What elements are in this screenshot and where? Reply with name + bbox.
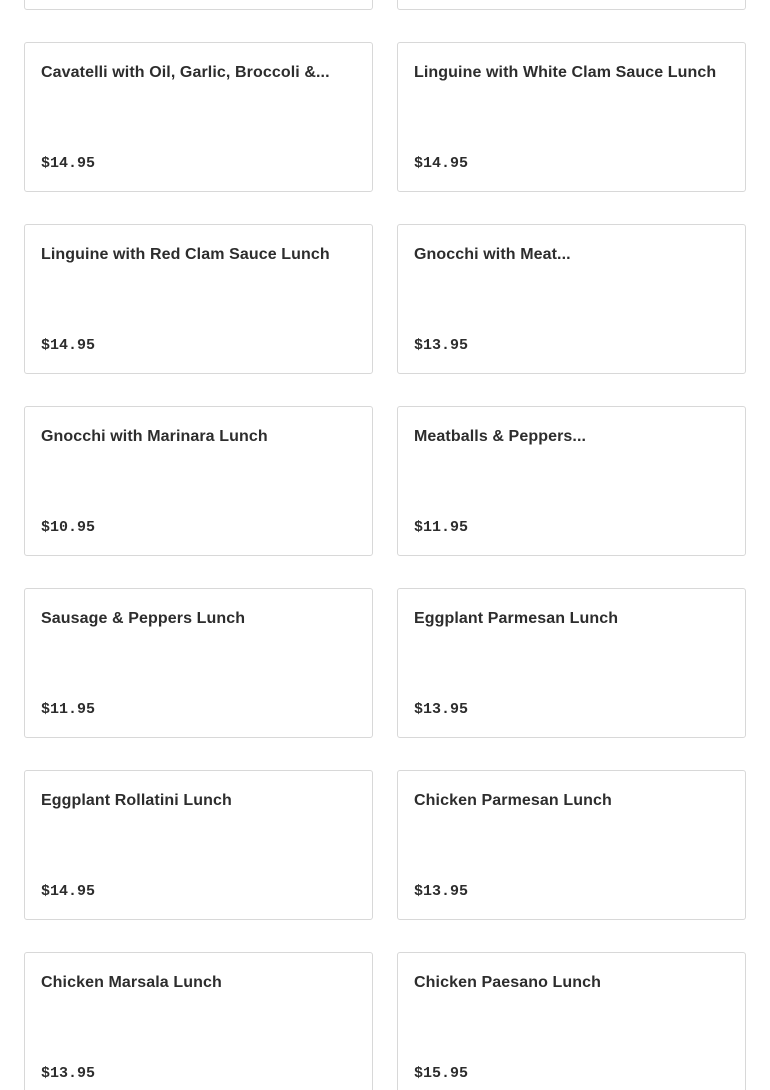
menu-item-name: Chicken Marsala Lunch — [41, 974, 222, 991]
menu-item-name: Meatballs & Peppers... — [414, 428, 587, 445]
menu-item-price: $15.95 — [414, 1065, 469, 1082]
menu-item-card[interactable] — [397, 588, 746, 738]
menu-item-price: $11.95 — [41, 701, 96, 718]
menu-item-name: Chicken Paesano Lunch — [414, 974, 602, 991]
menu-item-card[interactable] — [24, 406, 373, 556]
menu-item-card[interactable] — [397, 224, 746, 374]
menu-item-card[interactable] — [397, 952, 746, 1090]
menu-item-name: Cavatelli with Oil, Garlic, Broccoli &... — [41, 64, 330, 81]
menu-item-card[interactable] — [397, 42, 746, 192]
menu-item-price: $14.95 — [41, 337, 96, 354]
menu-item-name: Eggplant Parmesan Lunch — [414, 610, 619, 627]
menu-item-card[interactable] — [397, 406, 746, 556]
menu-item-card[interactable] — [24, 224, 373, 374]
menu-item-card[interactable] — [24, 588, 373, 738]
menu-item-card[interactable] — [24, 770, 373, 920]
menu-item-price: $13.95 — [414, 883, 469, 900]
menu-item-name: Chicken Parmesan Lunch — [414, 792, 612, 809]
menu-item-name: Linguine with White Clam Sauce Lunch — [414, 64, 717, 81]
menu-item-price: $14.95 — [41, 155, 96, 172]
menu-item-card[interactable] — [24, 42, 373, 192]
menu-item-name: Gnocchi with Meat... — [414, 246, 571, 263]
menu-item-price: $13.95 — [414, 701, 469, 718]
menu-item-price: $14.95 — [41, 883, 96, 900]
menu-item-price: $11.95 — [414, 519, 469, 536]
menu-item-price: $10.95 — [41, 519, 96, 536]
menu-item-name: Linguine with Red Clam Sauce Lunch — [41, 246, 330, 263]
menu-item-card[interactable] — [24, 952, 373, 1090]
menu-item-card[interactable] — [24, 0, 373, 10]
menu-item-card[interactable] — [397, 0, 746, 10]
menu-item-card[interactable] — [397, 770, 746, 920]
menu-item-price: $14.95 — [414, 155, 469, 172]
menu-item-name: Sausage & Peppers Lunch — [41, 610, 246, 627]
menu-item-name: Eggplant Rollatini Lunch — [41, 792, 232, 809]
menu-item-price: $13.95 — [414, 337, 469, 354]
menu-item-name: Gnocchi with Marinara Lunch — [41, 428, 268, 445]
menu-item-price: $13.95 — [41, 1065, 96, 1082]
